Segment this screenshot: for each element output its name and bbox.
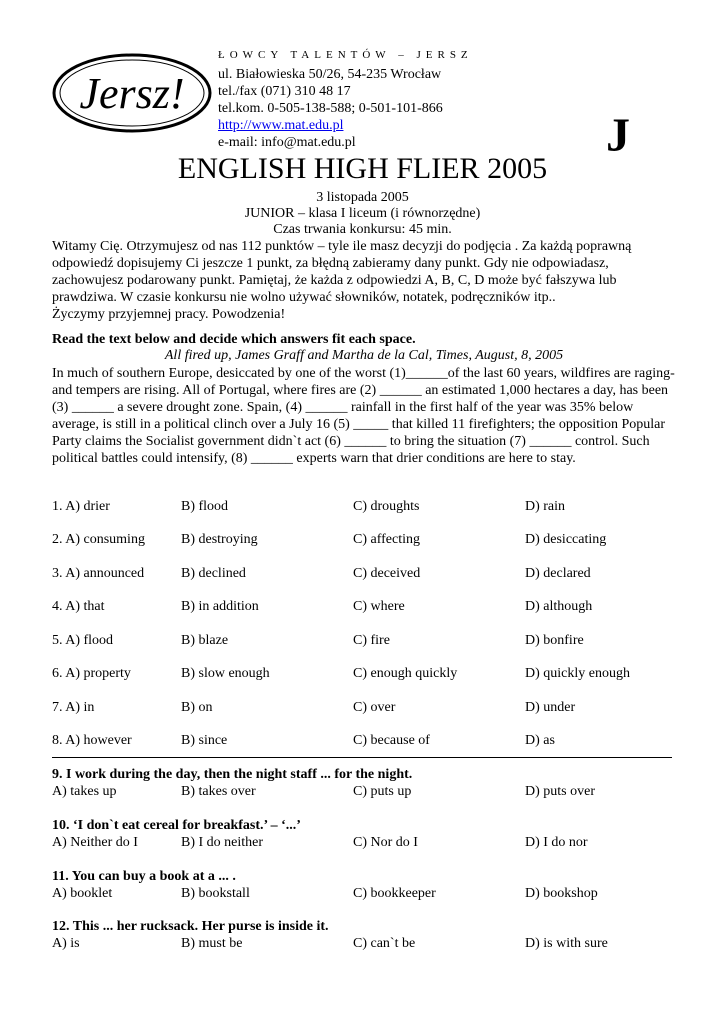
answer-row bbox=[52, 599, 676, 617]
option-d[interactable]: D) bookshop bbox=[525, 886, 598, 901]
level-letter: J bbox=[606, 109, 630, 162]
category: JUNIOR – klasa I liceum (i równorzędne) bbox=[244, 206, 481, 221]
text-source: All fired up, James Graff and Martha de la Cal, Times, August, 8, 2005 bbox=[164, 348, 564, 363]
option-d[interactable]: D) bonfire bbox=[525, 633, 584, 648]
section-instruction: Read the text below and decide which answers fit each space. bbox=[52, 332, 416, 347]
option-c[interactable]: C) because of bbox=[353, 733, 430, 748]
option-c[interactable]: C) over bbox=[353, 700, 396, 715]
option-a[interactable]: A) takes up bbox=[52, 784, 117, 799]
option-c[interactable]: C) puts up bbox=[353, 784, 412, 799]
option-a[interactable]: 4. A) that bbox=[52, 599, 105, 614]
option-a[interactable]: 5. A) flood bbox=[52, 633, 114, 648]
option-d[interactable]: D) although bbox=[525, 599, 593, 614]
answer-row bbox=[52, 784, 676, 802]
option-b[interactable]: B) in addition bbox=[181, 599, 259, 614]
option-c[interactable]: C) Nor do I bbox=[353, 835, 418, 850]
question-text: 11. You can buy a book at a ... . bbox=[52, 869, 236, 884]
section-divider bbox=[52, 757, 672, 758]
answer-row bbox=[52, 733, 676, 751]
option-c[interactable]: C) enough quickly bbox=[353, 666, 458, 681]
option-d[interactable]: D) rain bbox=[525, 499, 566, 514]
option-c[interactable]: C) fire bbox=[353, 633, 390, 648]
option-d[interactable]: D) puts over bbox=[525, 784, 595, 799]
option-d[interactable]: D) under bbox=[525, 700, 576, 715]
option-d[interactable]: D) declared bbox=[525, 566, 591, 581]
answer-row bbox=[52, 633, 676, 651]
tel-kom: tel.kom. 0-505-138-588; 0-501-101-866 bbox=[218, 101, 443, 116]
option-d[interactable]: D) I do nor bbox=[525, 835, 588, 850]
jersz-logo bbox=[50, 48, 215, 138]
duration: Czas trwania konkursu: 45 min. bbox=[273, 222, 452, 237]
option-b[interactable]: B) destroying bbox=[181, 532, 258, 547]
address: ul. Białowieska 50/26, 54-235 Wrocław bbox=[218, 67, 442, 82]
answer-row bbox=[52, 532, 676, 550]
org-name: ŁOWCY TALENTÓW – JERSZ bbox=[218, 49, 473, 61]
svg-text:Jersz!: Jersz! bbox=[79, 69, 185, 118]
option-c[interactable]: C) droughts bbox=[353, 499, 420, 514]
option-a[interactable]: 2. A) consuming bbox=[52, 532, 145, 547]
option-c[interactable]: C) affecting bbox=[353, 532, 420, 547]
option-a[interactable]: A) booklet bbox=[52, 886, 113, 901]
option-b[interactable]: B) declined bbox=[181, 566, 246, 581]
email: e-mail: info@mat.edu.pl bbox=[218, 135, 356, 150]
option-b[interactable]: B) blaze bbox=[181, 633, 229, 648]
page-title: ENGLISH HIGH FLIER 2005 bbox=[177, 152, 548, 185]
question-text: 10. ‘I don`t eat cereal for breakfast.’ – ‘...’ bbox=[52, 818, 301, 833]
answer-row bbox=[52, 835, 676, 853]
option-c[interactable]: C) can`t be bbox=[353, 936, 416, 951]
option-d[interactable]: D) quickly enough bbox=[525, 666, 630, 681]
option-b[interactable]: B) bookstall bbox=[181, 886, 250, 901]
option-b[interactable]: B) flood bbox=[181, 499, 229, 514]
option-c[interactable]: C) where bbox=[353, 599, 405, 614]
option-c[interactable]: C) deceived bbox=[353, 566, 421, 581]
option-d[interactable]: D) desiccating bbox=[525, 532, 607, 547]
question-text: 12. This ... her rucksack. Her purse is inside it. bbox=[52, 919, 329, 934]
website-link[interactable]: http://www.mat.edu.pl bbox=[218, 118, 344, 133]
wishes-text: Życzymy przyjemnej pracy. Powodzenia! bbox=[52, 307, 286, 322]
option-d[interactable]: D) as bbox=[525, 733, 555, 748]
option-a[interactable]: A) is bbox=[52, 936, 80, 951]
option-a[interactable]: 8. A) however bbox=[52, 733, 132, 748]
option-c[interactable]: C) bookkeeper bbox=[353, 886, 436, 901]
answer-row bbox=[52, 936, 676, 954]
answer-row bbox=[52, 666, 676, 684]
option-b[interactable]: B) slow enough bbox=[181, 666, 270, 681]
option-a[interactable]: 7. A) in bbox=[52, 700, 95, 715]
option-d[interactable]: D) is with sure bbox=[525, 936, 608, 951]
option-b[interactable]: B) since bbox=[181, 733, 228, 748]
date: 3 listopada 2005 bbox=[316, 190, 409, 205]
answer-row bbox=[52, 886, 676, 904]
option-b[interactable]: B) on bbox=[181, 700, 213, 715]
option-a[interactable]: A) Neither do I bbox=[52, 835, 138, 850]
answer-row bbox=[52, 499, 676, 517]
option-b[interactable]: B) I do neither bbox=[181, 835, 264, 850]
question-text: 9. I work during the day, then the night staff ... for the night. bbox=[52, 767, 413, 782]
option-a[interactable]: 1. A) drier bbox=[52, 499, 110, 514]
option-b[interactable]: B) takes over bbox=[181, 784, 256, 799]
answer-row bbox=[52, 566, 676, 584]
option-a[interactable]: 3. A) announced bbox=[52, 566, 145, 581]
reading-text: In much of southern Europe, desiccated by one of the worst (1)______of the last 60 years, wildfires are raging- and tempers are rising. All of Portugal, where fires are (2) ______ an estimated 1,000 hectares a day, has been (3) ______ a severe drought zone. Spain, (4) ______ rainfall in the first half of the year was 35% below average, is still in a political clinch over a July 16 (5) _____ that killed 11 firefighters; the opposition Popular Party claims the Socialist government didn`t act (6) ______ to bring the situation (7) ______ control. Such political battles could intensify, (8) ______ experts warn that drier conditions are here to stay. bbox=[52, 366, 675, 466]
intro-text: Witamy Cię. Otrzymujesz od nas 112 punktów – tyle ile masz decyzji do podjęcia . Za każdą poprawną odpowiedź dopisujemy Ci jeszcze 1 punkt, za błędną zabieramy dany punkt. Gdy nie odpowiadasz, zachowujesz podarowany punkt. Pamiętaj, że każda z odpowiedzi A, B, C, D może być fałszywa lub prawdziwa. W czasie konkursu nie wolno używać słowników, notatek, podręczników itp.. bbox=[52, 239, 632, 305]
answer-row bbox=[52, 700, 676, 718]
option-b[interactable]: B) must be bbox=[181, 936, 243, 951]
tel-fax: tel./fax (071) 310 48 17 bbox=[218, 84, 351, 99]
option-a[interactable]: 6. A) property bbox=[52, 666, 131, 681]
